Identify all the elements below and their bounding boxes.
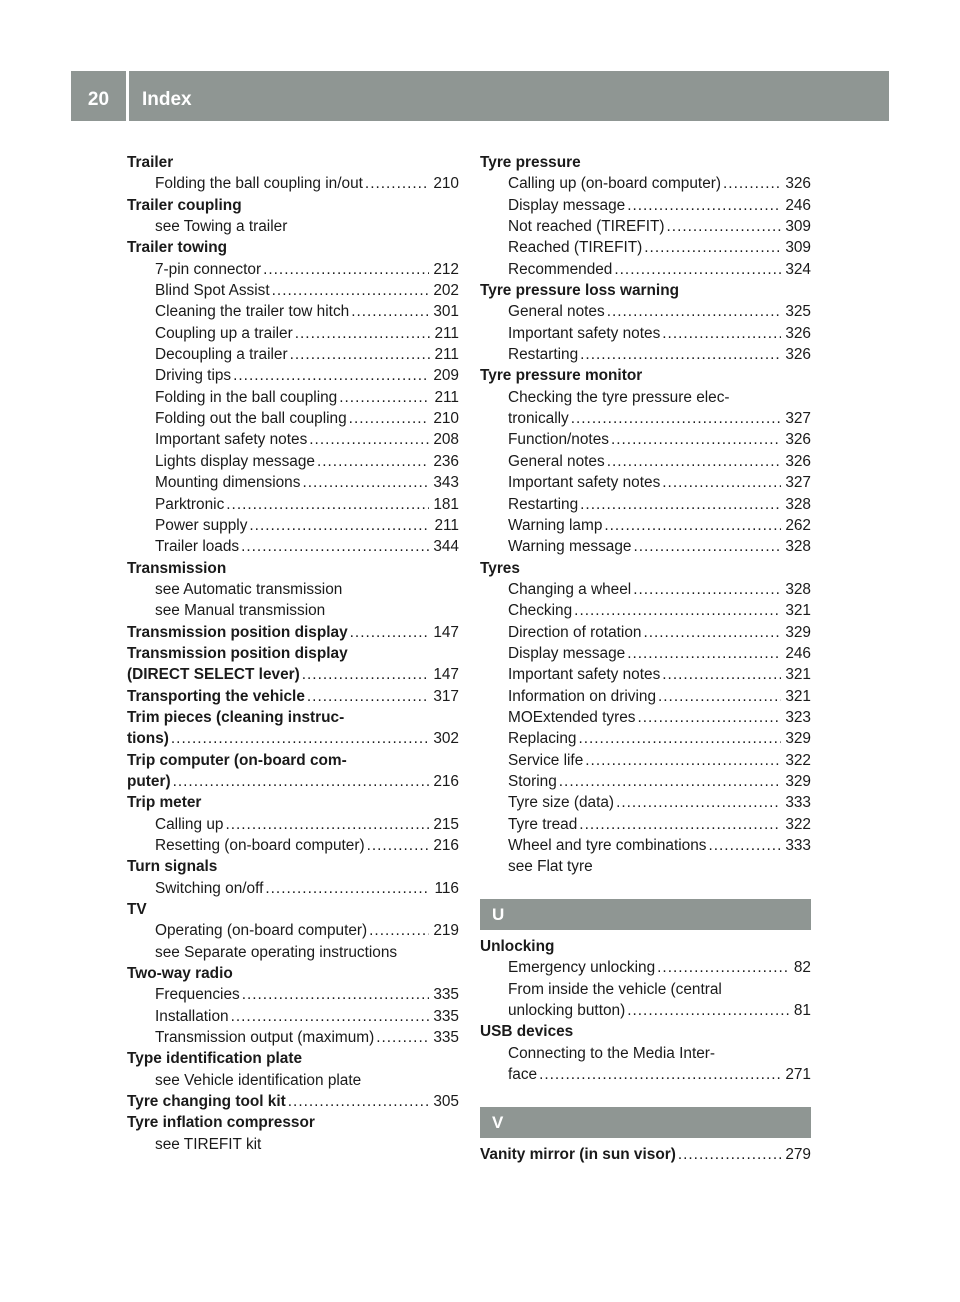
- dot-leader: [578, 728, 781, 749]
- entry-label: Changing a wheel: [508, 580, 632, 598]
- entry-label: Tyre tread: [508, 815, 578, 833]
- index-entry: [480, 408, 811, 429]
- index-entry: [480, 814, 811, 835]
- page-reference: 81: [793, 1002, 811, 1020]
- page-reference: 335: [433, 1007, 459, 1025]
- entry-label: MOExtended tyres: [508, 708, 636, 726]
- dot-leader: [350, 622, 430, 643]
- index-entry: [127, 451, 459, 472]
- dot-leader: [309, 429, 429, 450]
- page-reference: 301: [433, 303, 459, 321]
- entry-label: Replacing: [508, 730, 577, 748]
- index-entry: [127, 814, 459, 835]
- page-reference: 335: [433, 1029, 459, 1047]
- page-reference: 326: [785, 452, 811, 470]
- page-reference: 326: [785, 431, 811, 449]
- entry-label: Lights display message: [155, 452, 315, 470]
- index-heading: USB devices: [480, 1023, 574, 1041]
- index-entry: [480, 728, 811, 749]
- page-reference: 302: [433, 730, 459, 748]
- dot-leader: [657, 957, 790, 978]
- page-number: 20: [87, 89, 110, 110]
- index-heading: Trip meter: [127, 794, 202, 812]
- page-reference: 321: [785, 666, 811, 684]
- index-entry: [127, 344, 459, 365]
- dot-leader: [173, 771, 430, 792]
- index-entry: [127, 365, 459, 386]
- dot-leader: [607, 301, 782, 322]
- page-reference: 329: [785, 730, 811, 748]
- dot-leader: [611, 429, 781, 450]
- index-heading: Trim pieces (cleaning instruc-: [127, 708, 345, 726]
- entry-label: Important safety notes: [508, 474, 661, 492]
- index-entry: [127, 323, 459, 344]
- index-heading-entry: [480, 1144, 811, 1165]
- entry-label: Vanity mirror (in sun visor): [480, 1145, 676, 1163]
- page-reference: 82: [793, 959, 811, 977]
- entry-label: Calling up (on-board computer): [508, 175, 722, 193]
- page-reference: 327: [785, 410, 811, 428]
- index-entry: [127, 387, 459, 408]
- index-entry: [480, 600, 811, 621]
- page-reference: 317: [433, 687, 459, 705]
- dot-leader: [580, 344, 781, 365]
- index-subentry: From inside the vehicle (central: [508, 980, 722, 998]
- index-entry: [480, 750, 811, 771]
- dot-leader: [667, 216, 782, 237]
- entry-label: Direction of rotation: [508, 623, 642, 641]
- index-entry: [127, 494, 459, 515]
- index-entry: [480, 494, 811, 515]
- page-reference: 326: [785, 175, 811, 193]
- letter-section-header: V: [480, 1107, 811, 1138]
- entry-label: Wheel and tyre combinations: [508, 837, 707, 854]
- page-reference: 333: [785, 837, 811, 854]
- dot-leader: [265, 878, 430, 899]
- index-heading-entry: [127, 728, 459, 749]
- dot-leader: [723, 173, 781, 194]
- page-reference: 344: [433, 538, 459, 556]
- page-reference: 326: [785, 346, 811, 364]
- entry-label: Frequencies: [155, 986, 240, 1004]
- index-heading: Tyre pressure: [480, 154, 581, 171]
- dot-leader: [604, 515, 781, 536]
- dot-leader: [369, 920, 429, 941]
- entry-label: Important safety notes: [155, 431, 308, 449]
- dot-leader: [349, 408, 430, 429]
- dot-leader: [351, 301, 429, 322]
- entry-label: Tyre changing tool kit: [127, 1093, 286, 1111]
- entry-label: Important safety notes: [508, 666, 661, 684]
- letter-section-header: U: [480, 899, 811, 930]
- index-heading-entry: [127, 664, 459, 685]
- index-entry: [127, 536, 459, 557]
- index-entry: [480, 451, 811, 472]
- index-entry: [127, 1027, 459, 1048]
- index-entry: [480, 686, 811, 707]
- entry-label: Installation: [155, 1007, 229, 1025]
- dot-leader: [678, 1144, 781, 1165]
- page-reference: 147: [433, 623, 459, 641]
- page-reference: 343: [433, 474, 459, 492]
- entry-label: Tyre size (data): [508, 794, 615, 812]
- index-entry: [480, 622, 811, 643]
- index-column-left: [127, 152, 459, 1155]
- header-divider: [126, 71, 129, 121]
- entry-label: Transmission output (maximum): [155, 1029, 375, 1047]
- index-entry: [127, 173, 459, 194]
- dot-leader: [614, 259, 781, 280]
- page-reference: 271: [785, 1066, 811, 1084]
- entry-label: Folding the ball coupling in/out: [155, 175, 363, 193]
- entry-label: Driving tips: [155, 367, 232, 385]
- entry-label: Coupling up a trailer: [155, 324, 293, 342]
- index-heading: Tyre pressure loss warning: [480, 282, 680, 300]
- page-reference: 327: [785, 474, 811, 492]
- index-entry: [127, 515, 459, 536]
- entry-label: Calling up: [155, 815, 224, 833]
- entry-label: Display message: [508, 644, 626, 662]
- entry-label: tronically: [508, 410, 569, 428]
- page-reference: 209: [433, 367, 459, 385]
- dot-leader: [616, 792, 781, 813]
- dot-leader: [574, 600, 781, 621]
- dot-leader: [627, 195, 781, 216]
- dot-leader: [637, 707, 781, 728]
- index-entry: [480, 536, 811, 557]
- page-reference: 321: [785, 602, 811, 620]
- index-subentry: see Vehicle identification plate: [155, 1071, 362, 1089]
- entry-label: unlocking button): [508, 1002, 626, 1020]
- page-reference: 246: [785, 196, 811, 214]
- index-heading: Tyre pressure monitor: [480, 367, 643, 385]
- page-reference: 211: [434, 346, 459, 364]
- entry-label: Operating (on-board computer): [155, 922, 368, 940]
- page-reference: 211: [434, 388, 459, 406]
- dot-leader: [644, 237, 781, 258]
- page-reference: 216: [433, 837, 459, 854]
- index-entry: [480, 771, 811, 792]
- index-subentry: see TIREFIT kit: [155, 1135, 262, 1153]
- page-reference: 211: [434, 516, 459, 534]
- dot-leader: [607, 451, 782, 472]
- index-heading: TV: [127, 901, 147, 919]
- entry-label: Power supply: [155, 516, 248, 534]
- page-reference: 322: [785, 815, 811, 833]
- dot-leader: [225, 814, 429, 835]
- dot-leader: [171, 728, 429, 749]
- entry-label: Parktronic: [155, 495, 225, 513]
- entry-label: Trailer loads: [155, 538, 240, 556]
- page-reference: 236: [433, 452, 459, 470]
- page-reference: 212: [433, 260, 459, 278]
- dot-leader: [643, 622, 781, 643]
- entry-label: 7-pin connector: [155, 260, 262, 278]
- page-reference: 305: [433, 1093, 459, 1111]
- index-subentry: see Flat tyre: [508, 858, 593, 876]
- dot-leader: [226, 494, 429, 515]
- dot-leader: [662, 472, 781, 493]
- index-entry: [480, 579, 811, 600]
- dot-leader: [272, 280, 430, 301]
- page-reference: 210: [433, 175, 459, 193]
- index-entry: [480, 472, 811, 493]
- dot-leader: [231, 1006, 430, 1027]
- index-entry: [480, 792, 811, 813]
- index-subentry: see Automatic transmission: [155, 580, 343, 598]
- index-subentry: see Manual transmission: [155, 602, 326, 620]
- dot-leader: [662, 323, 781, 344]
- index-subentry: Checking the tyre pressure elec-: [508, 388, 730, 406]
- dot-leader: [559, 771, 782, 792]
- dot-leader: [263, 259, 429, 280]
- spacer: [480, 878, 811, 899]
- dot-leader: [627, 1000, 790, 1021]
- entry-label: Restarting: [508, 495, 579, 513]
- page-reference: 309: [785, 218, 811, 236]
- index-heading: Tyre inflation compressor: [127, 1114, 315, 1132]
- entry-label: Important safety notes: [508, 324, 661, 342]
- page-reference: 181: [433, 495, 459, 513]
- entry-label: Information on driving: [508, 687, 656, 705]
- page-reference: 208: [433, 431, 459, 449]
- page-reference: 321: [785, 687, 811, 705]
- index-heading: Trailer coupling: [127, 196, 242, 214]
- index-entry: [480, 429, 811, 450]
- dot-leader: [662, 664, 781, 685]
- page-reference: 215: [433, 815, 459, 833]
- dot-leader: [708, 835, 781, 856]
- index-entry: [127, 429, 459, 450]
- index-entry: [127, 259, 459, 280]
- entry-label: Service life: [508, 751, 584, 769]
- page-reference: 328: [785, 580, 811, 598]
- index-entry: [480, 195, 811, 216]
- page-reference: 329: [785, 623, 811, 641]
- index-entry: [480, 664, 811, 685]
- entry-label: Cleaning the trailer tow hitch: [155, 303, 350, 321]
- index-subentry: see Separate operating instructions: [155, 943, 398, 961]
- page-reference: 322: [785, 751, 811, 769]
- spacer: [480, 1085, 811, 1106]
- index-entry: [480, 173, 811, 194]
- page-reference: 219: [433, 922, 459, 940]
- index-heading: Trip computer (on-board com-: [127, 751, 347, 769]
- index-heading-entry: [127, 1091, 459, 1112]
- index-entry: [127, 835, 459, 856]
- entry-label: General notes: [508, 303, 605, 321]
- dot-leader: [585, 750, 781, 771]
- entry-label: Blind Spot Assist: [155, 282, 270, 300]
- dot-leader: [627, 643, 781, 664]
- index-entry: [127, 301, 459, 322]
- entry-label: Not reached (TIREFIT): [508, 218, 665, 236]
- entry-label: Folding out the ball coupling: [155, 410, 347, 428]
- entry-label: Warning lamp: [508, 516, 603, 534]
- page-reference: 323: [785, 708, 811, 726]
- section-title: Index: [142, 89, 192, 110]
- index-entry: [127, 878, 459, 899]
- entry-label: Display message: [508, 196, 626, 214]
- dot-leader: [288, 1091, 430, 1112]
- entry-label: Recommended: [508, 260, 613, 278]
- dot-leader: [249, 515, 430, 536]
- index-entry: [127, 920, 459, 941]
- entry-label: Reached (TIREFIT): [508, 239, 643, 257]
- page-reference: 309: [785, 239, 811, 257]
- page-reference: 325: [785, 303, 811, 321]
- entry-label: Switching on/off: [155, 879, 264, 897]
- entry-label: Mounting dimensions: [155, 474, 301, 492]
- index-subentry: Connecting to the Media Inter-: [508, 1044, 716, 1062]
- index-entry: [480, 835, 811, 856]
- page-reference: 246: [785, 644, 811, 662]
- dot-leader: [367, 835, 430, 856]
- entry-label: Transmission position display: [127, 623, 348, 641]
- index-entry: [480, 259, 811, 280]
- index-heading: Unlocking: [480, 938, 555, 956]
- entry-label: (DIRECT SELECT lever): [127, 666, 300, 684]
- index-entry: [480, 643, 811, 664]
- dot-leader: [290, 344, 431, 365]
- entry-label: puter): [127, 772, 171, 790]
- dot-leader: [307, 686, 429, 707]
- page-reference: 202: [433, 282, 459, 300]
- page-reference: 147: [433, 666, 459, 684]
- dot-leader: [339, 387, 430, 408]
- index-heading: Two-way radio: [127, 965, 233, 983]
- page-reference: 210: [433, 410, 459, 428]
- index-entry: [480, 216, 811, 237]
- dot-leader: [579, 814, 781, 835]
- index-heading: Type identification plate: [127, 1050, 303, 1068]
- index-heading: Trailer: [127, 154, 174, 171]
- page-reference: 116: [434, 879, 459, 897]
- index-entry: [480, 1000, 811, 1021]
- index-heading: Transmission position display: [127, 644, 348, 662]
- index-heading-entry: [127, 622, 459, 643]
- dot-leader: [376, 1027, 429, 1048]
- index-entry: [480, 344, 811, 365]
- dot-leader: [571, 408, 782, 429]
- entry-label: General notes: [508, 452, 605, 470]
- index-heading: Turn signals: [127, 858, 218, 876]
- index-heading: Trailer towing: [127, 239, 228, 257]
- index-entry: [480, 957, 811, 978]
- page-reference: 328: [785, 495, 811, 513]
- entry-label: face: [508, 1066, 538, 1084]
- index-entry: [127, 984, 459, 1005]
- entry-label: Folding in the ball coupling: [155, 388, 338, 406]
- page-reference: 333: [785, 794, 811, 812]
- entry-label: tions): [127, 730, 169, 748]
- dot-leader: [658, 686, 781, 707]
- index-entry: [127, 280, 459, 301]
- dot-leader: [302, 664, 430, 685]
- page-reference: 329: [785, 772, 811, 790]
- index-entry: [127, 1006, 459, 1027]
- index-heading-entry: [127, 686, 459, 707]
- entry-label: Restarting: [508, 346, 579, 364]
- index-heading-entry: [127, 771, 459, 792]
- page-reference: 216: [433, 772, 459, 790]
- dot-leader: [633, 579, 781, 600]
- entry-label: Resetting (on-board computer): [155, 837, 365, 854]
- index-heading: Transmission: [127, 559, 227, 577]
- dot-leader: [633, 536, 781, 557]
- dot-leader: [539, 1064, 781, 1085]
- dot-leader: [295, 323, 431, 344]
- dot-leader: [302, 472, 429, 493]
- index-entry: [480, 301, 811, 322]
- index-entry: [480, 707, 811, 728]
- page-header: [71, 71, 889, 121]
- page-reference: 262: [785, 516, 811, 534]
- index-entry: [480, 515, 811, 536]
- index-entry: [480, 1064, 811, 1085]
- entry-label: Function/notes: [508, 431, 609, 449]
- dot-leader: [317, 451, 429, 472]
- index-entry: [480, 323, 811, 344]
- dot-leader: [242, 984, 430, 1005]
- dot-leader: [233, 365, 429, 386]
- index-entry: [127, 472, 459, 493]
- entry-label: Warning message: [508, 538, 632, 556]
- index-column-right: [480, 152, 811, 1165]
- page-reference: 335: [433, 986, 459, 1004]
- entry-label: Checking: [508, 602, 573, 620]
- index-heading: Tyres: [480, 559, 520, 577]
- page-reference: 211: [434, 324, 459, 342]
- dot-leader: [580, 494, 781, 515]
- index-subentry: see Towing a trailer: [155, 218, 288, 236]
- page-reference: 328: [785, 538, 811, 556]
- index-entry: [480, 237, 811, 258]
- index-entry: [127, 408, 459, 429]
- page-reference: 326: [785, 324, 811, 342]
- entry-label: Transporting the vehicle: [127, 687, 305, 705]
- entry-label: Emergency unlocking: [508, 959, 656, 977]
- dot-leader: [365, 173, 429, 194]
- entry-label: Decoupling a trailer: [155, 346, 288, 364]
- page-reference: 279: [785, 1145, 811, 1163]
- page-reference: 324: [785, 260, 811, 278]
- dot-leader: [241, 536, 429, 557]
- entry-label: Storing: [508, 772, 557, 790]
